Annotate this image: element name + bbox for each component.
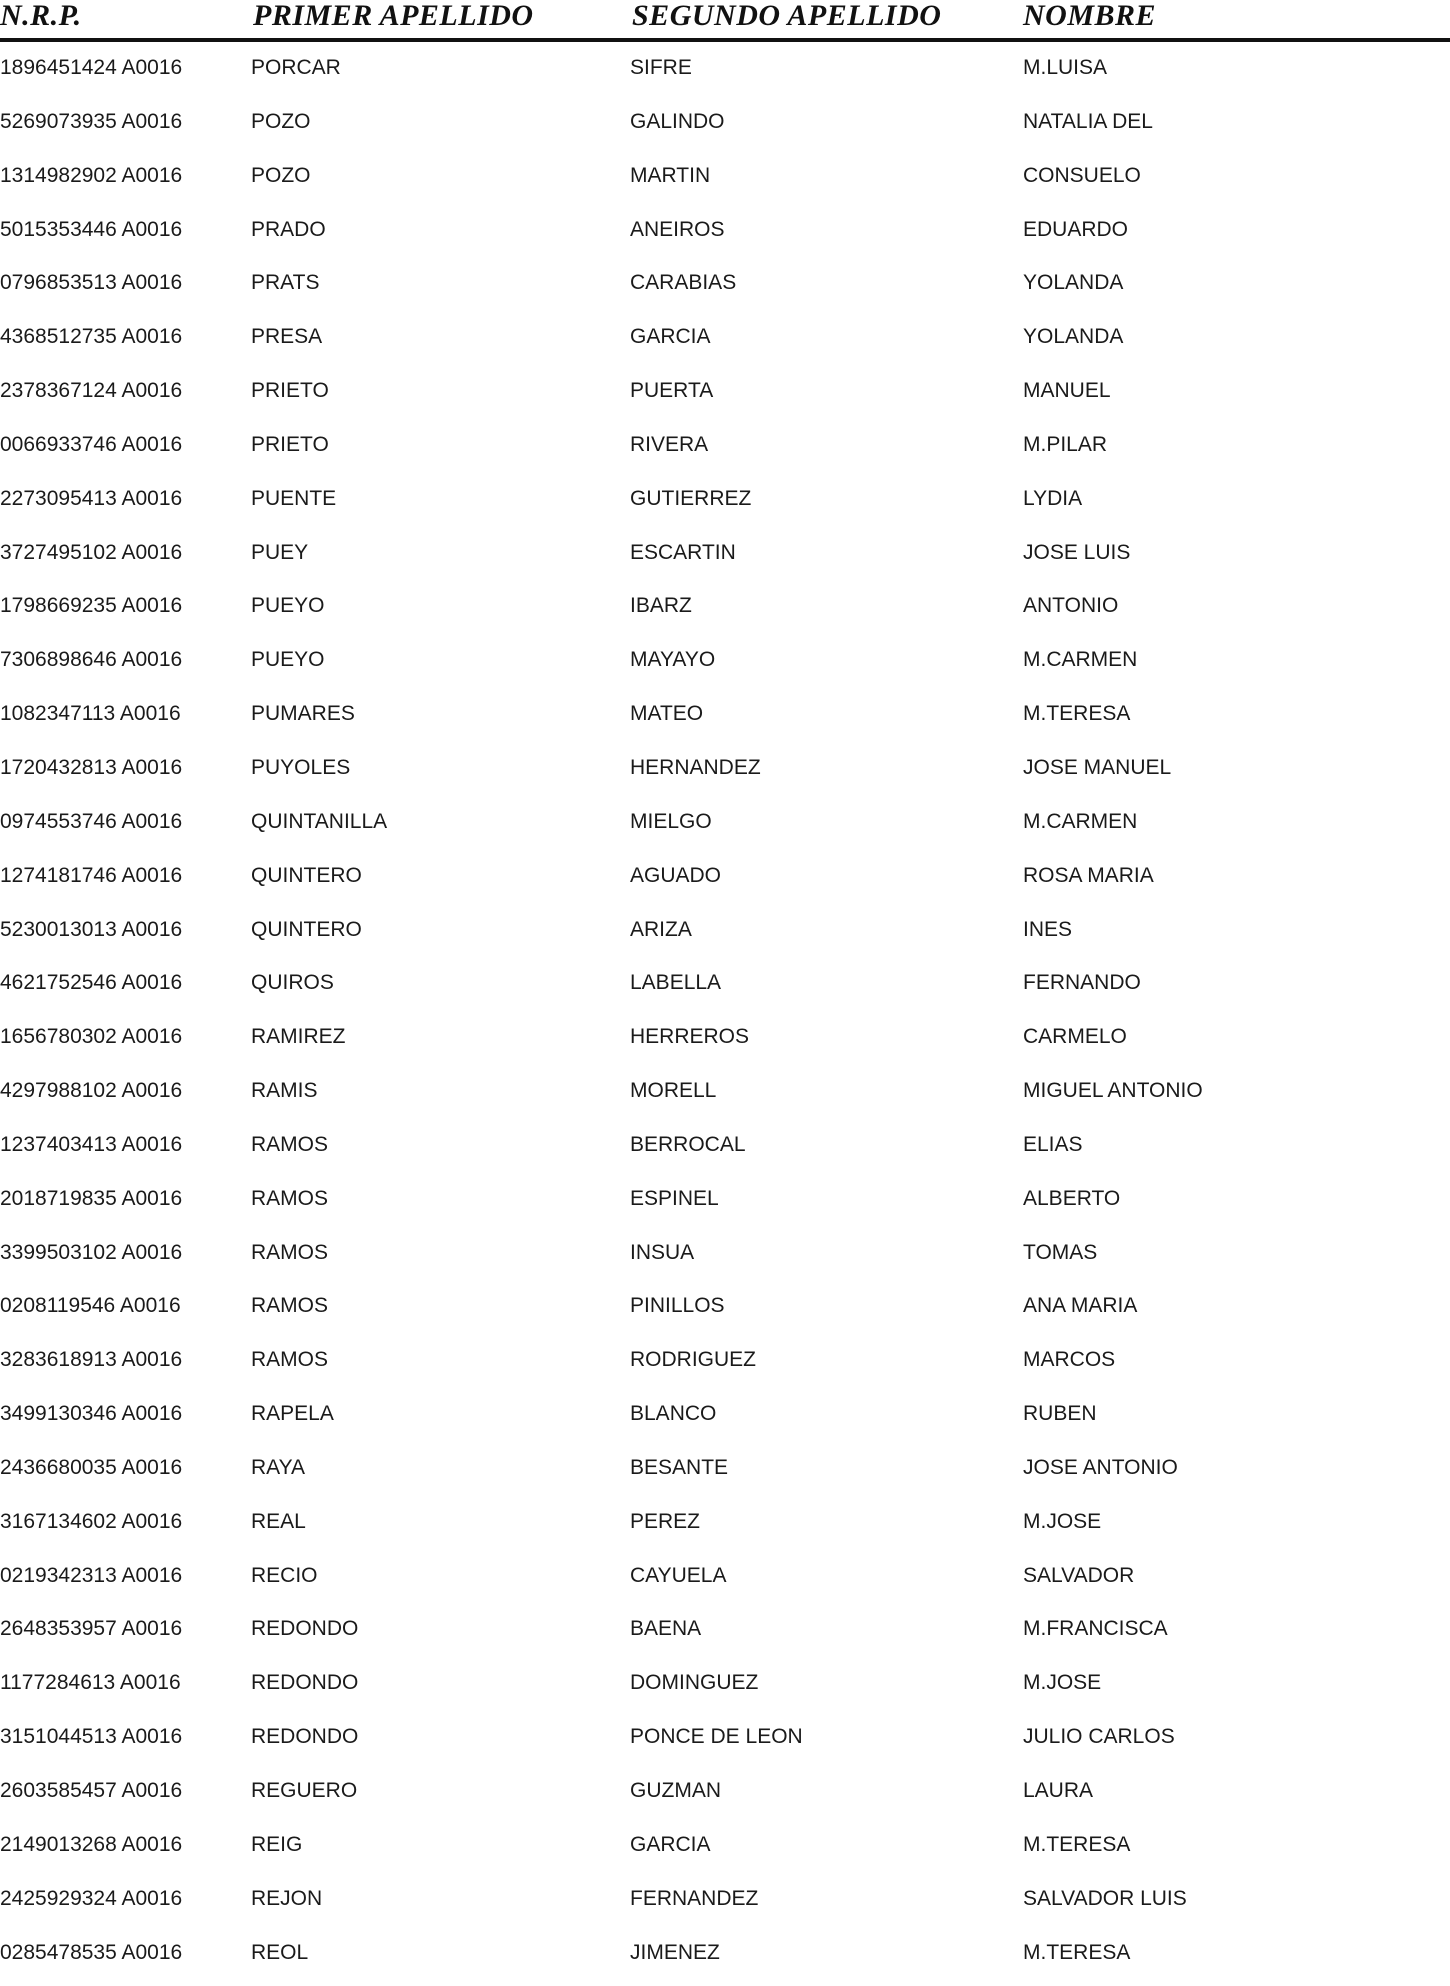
cell-primer-apellido: QUIROS xyxy=(251,971,334,995)
cell-nombre: EDUARDO xyxy=(1023,217,1129,241)
table-body xyxy=(0,48,1450,1986)
cell-segundo-apellido: JIMENEZ xyxy=(630,1940,720,1964)
cell-nombre: JOSE ANTONIO xyxy=(1023,1455,1178,1479)
cell-segundo-apellido: GUZMAN xyxy=(630,1779,721,1802)
cell-nrp: 2425929324 A0016 xyxy=(0,1886,183,1910)
cell-nrp: 0066933746 A0016 xyxy=(0,432,183,456)
table-row xyxy=(0,748,1450,802)
cell-nombre: JULIO CARLOS xyxy=(1023,1725,1175,1749)
cell-segundo-apellido: HERREROS xyxy=(630,1025,750,1049)
table-row xyxy=(0,694,1450,748)
cell-nombre: SALVADOR LUIS xyxy=(1023,1886,1187,1910)
table-row xyxy=(0,586,1450,640)
table-row xyxy=(0,1933,1450,1986)
cell-primer-apellido: PUMARES xyxy=(251,702,355,726)
cell-nombre: ANTONIO xyxy=(1023,594,1119,618)
table-row xyxy=(0,425,1450,479)
cell-nrp: 0208119546 A0016 xyxy=(0,1294,181,1318)
cell-segundo-apellido: PEREZ xyxy=(630,1509,701,1533)
cell-nrp: 4297988102 A0016 xyxy=(0,1079,183,1103)
cell-nombre: RUBEN xyxy=(1023,1402,1097,1426)
cell-nombre: MARCOS xyxy=(1023,1348,1116,1372)
cell-nombre: M.TERESA xyxy=(1023,702,1131,726)
cell-primer-apellido: REJON xyxy=(251,1886,323,1910)
cell-nrp: 0796853513 A0016 xyxy=(0,271,183,295)
cell-nrp: 0974553746 A0016 xyxy=(0,809,183,833)
cell-segundo-apellido: RIVERA xyxy=(630,432,709,456)
cell-segundo-apellido: MARTIN xyxy=(630,163,711,187)
cell-nombre: LYDIA xyxy=(1023,486,1083,510)
cell-primer-apellido: RAMOS xyxy=(251,1294,329,1318)
cell-primer-apellido: QUINTERO xyxy=(251,863,362,887)
cell-segundo-apellido: MATEO xyxy=(630,702,704,726)
cell-nombre: M.FRANCISCA xyxy=(1023,1617,1168,1641)
cell-primer-apellido: REDONDO xyxy=(251,1617,359,1641)
cell-segundo-apellido: HERNANDEZ xyxy=(630,755,761,779)
cell-nombre: MIGUEL ANTONIO xyxy=(1023,1079,1203,1103)
header-nrp: N.R.P. xyxy=(0,0,82,32)
header-segundo-apellido: SEGUNDO APELLIDO xyxy=(632,0,942,32)
cell-segundo-apellido: MIELGO xyxy=(630,809,712,833)
cell-segundo-apellido: INSUA xyxy=(630,1240,695,1264)
cell-nrp: 4621752546 A0016 xyxy=(0,971,183,995)
cell-nrp: 2018719835 A0016 xyxy=(0,1186,183,1210)
cell-segundo-apellido: GALINDO xyxy=(630,109,725,133)
cell-segundo-apellido: CARABIAS xyxy=(630,271,737,295)
cell-primer-apellido: PUEYO xyxy=(251,648,325,672)
cell-nrp: 3151044513 A0016 xyxy=(0,1725,183,1749)
cell-nombre: FERNANDO xyxy=(1023,971,1141,995)
cell-nombre: SALVADOR xyxy=(1023,1563,1135,1587)
cell-nrp: 2273095413 A0016 xyxy=(0,486,183,510)
cell-segundo-apellido: PINILLOS xyxy=(630,1294,725,1318)
cell-primer-apellido: RECIO xyxy=(251,1563,318,1587)
cell-primer-apellido: PORCAR xyxy=(251,56,341,79)
cell-primer-apellido: PUENTE xyxy=(251,486,337,510)
cell-nrp: 1274181746 A0016 xyxy=(0,863,183,887)
header-rule xyxy=(0,38,1450,42)
cell-segundo-apellido: GUTIERREZ xyxy=(630,486,752,510)
cell-primer-apellido: REDONDO xyxy=(251,1671,359,1695)
table-row xyxy=(0,479,1450,533)
cell-primer-apellido: PUEY xyxy=(251,540,309,564)
cell-primer-apellido: PRIETO xyxy=(251,379,329,403)
cell-primer-apellido: RAMOS xyxy=(251,1132,329,1156)
table-row xyxy=(0,1556,1450,1610)
cell-primer-apellido: PRATS xyxy=(251,271,320,295)
cell-nrp: 3283618913 A0016 xyxy=(0,1348,183,1372)
cell-segundo-apellido: RODRIGUEZ xyxy=(630,1348,756,1372)
table-row xyxy=(0,1609,1450,1663)
cell-nrp: 7306898646 A0016 xyxy=(0,648,183,672)
table-row xyxy=(0,856,1450,910)
cell-segundo-apellido: ESPINEL xyxy=(630,1186,719,1210)
cell-nrp: 5015353446 A0016 xyxy=(0,217,183,241)
cell-segundo-apellido: MORELL xyxy=(630,1079,717,1103)
cell-nrp: 1798669235 A0016 xyxy=(0,594,183,618)
cell-segundo-apellido: SIFRE xyxy=(630,56,692,79)
header-primer-apellido: PRIMER APELLIDO xyxy=(253,0,534,32)
table-row xyxy=(0,102,1450,156)
cell-nombre: LAURA xyxy=(1023,1779,1094,1802)
cell-primer-apellido: RAMOS xyxy=(251,1240,329,1264)
table-row xyxy=(0,1663,1450,1717)
cell-nrp: 1082347113 A0016 xyxy=(0,702,181,726)
cell-nombre: M.JOSE xyxy=(1023,1671,1102,1695)
cell-primer-apellido: QUINTANILLA xyxy=(251,809,388,833)
table-row xyxy=(0,210,1450,264)
cell-nrp: 3399503102 A0016 xyxy=(0,1240,183,1264)
table-row xyxy=(0,317,1450,371)
cell-segundo-apellido: DOMINGUEZ xyxy=(630,1671,759,1695)
cell-nrp: 0285478535 A0016 xyxy=(0,1940,183,1964)
cell-nombre: YOLANDA xyxy=(1023,325,1124,349)
cell-nrp: 2149013268 A0016 xyxy=(0,1832,183,1856)
cell-segundo-apellido: BAENA xyxy=(630,1617,702,1641)
table-row xyxy=(0,1502,1450,1556)
cell-nrp: 4368512735 A0016 xyxy=(0,325,183,349)
cell-primer-apellido: RAMIS xyxy=(251,1079,318,1103)
cell-segundo-apellido: BLANCO xyxy=(630,1402,717,1426)
cell-nombre: M.JOSE xyxy=(1023,1509,1102,1533)
cell-nrp: 5230013013 A0016 xyxy=(0,917,183,941)
cell-primer-apellido: POZO xyxy=(251,109,311,133)
table-row xyxy=(0,1825,1450,1879)
cell-primer-apellido: QUINTERO xyxy=(251,917,362,941)
table-row xyxy=(0,263,1450,317)
cell-primer-apellido: RAYA xyxy=(251,1455,306,1479)
cell-segundo-apellido: BESANTE xyxy=(630,1455,729,1479)
table-row xyxy=(0,1125,1450,1179)
cell-segundo-apellido: FERNANDEZ xyxy=(630,1886,759,1910)
table-row xyxy=(0,640,1450,694)
cell-nombre: ANA MARIA xyxy=(1023,1294,1138,1318)
cell-segundo-apellido: IBARZ xyxy=(630,594,692,618)
table-row xyxy=(0,1017,1450,1071)
table-row xyxy=(0,533,1450,587)
table-row xyxy=(0,1233,1450,1287)
table-row xyxy=(0,48,1450,102)
table-row xyxy=(0,371,1450,425)
cell-primer-apellido: REGUERO xyxy=(251,1779,358,1802)
table-row xyxy=(0,910,1450,964)
header-nombre: NOMBRE xyxy=(1023,0,1157,32)
cell-nrp: 1896451424 A0016 xyxy=(0,56,183,79)
cell-segundo-apellido: MAYAYO xyxy=(630,648,716,672)
cell-primer-apellido: REOL xyxy=(251,1940,309,1964)
table-row xyxy=(0,1340,1450,1394)
table-row xyxy=(0,1771,1450,1825)
cell-nombre: JOSE MANUEL xyxy=(1023,755,1172,779)
cell-primer-apellido: RAMOS xyxy=(251,1348,329,1372)
cell-nombre: M.TERESA xyxy=(1023,1832,1131,1856)
cell-segundo-apellido: CAYUELA xyxy=(630,1563,727,1587)
cell-nrp: 3499130346 A0016 xyxy=(0,1402,183,1426)
table-row xyxy=(0,963,1450,1017)
cell-nombre: CARMELO xyxy=(1023,1025,1127,1049)
cell-nombre: MANUEL xyxy=(1023,379,1111,403)
table-row xyxy=(0,156,1450,210)
cell-nombre: JOSE LUIS xyxy=(1023,540,1131,564)
table-row xyxy=(0,1071,1450,1125)
cell-nombre: M.CARMEN xyxy=(1023,809,1138,833)
cell-primer-apellido: PUEYO xyxy=(251,594,325,618)
cell-segundo-apellido: ARIZA xyxy=(630,917,692,941)
table-row xyxy=(0,1879,1450,1933)
cell-primer-apellido: REDONDO xyxy=(251,1725,359,1749)
cell-primer-apellido: PUYOLES xyxy=(251,755,351,779)
cell-nombre: ALBERTO xyxy=(1023,1186,1121,1210)
cell-primer-apellido: POZO xyxy=(251,163,311,187)
table-row xyxy=(0,1179,1450,1233)
table-row xyxy=(0,802,1450,856)
cell-segundo-apellido: GARCIA xyxy=(630,1832,711,1856)
cell-nombre: CONSUELO xyxy=(1023,163,1141,187)
cell-nrp: 3167134602 A0016 xyxy=(0,1509,183,1533)
cell-nrp: 0219342313 A0016 xyxy=(0,1563,183,1587)
cell-nrp: 5269073935 A0016 xyxy=(0,109,183,133)
cell-nrp: 2603585457 A0016 xyxy=(0,1779,183,1802)
cell-primer-apellido: PRIETO xyxy=(251,432,329,456)
cell-nrp: 3727495102 A0016 xyxy=(0,540,183,564)
table-row xyxy=(0,1448,1450,1502)
cell-primer-apellido: REIG xyxy=(251,1832,303,1856)
cell-segundo-apellido: GARCIA xyxy=(630,325,711,349)
table-row xyxy=(0,1286,1450,1340)
cell-nrp: 1656780302 A0016 xyxy=(0,1025,183,1049)
cell-segundo-apellido: ESCARTIN xyxy=(630,540,736,564)
cell-nombre: M.TERESA xyxy=(1023,1940,1131,1964)
table-row xyxy=(0,1717,1450,1771)
cell-nombre: ELIAS xyxy=(1023,1132,1083,1156)
cell-nombre: M.PILAR xyxy=(1023,432,1108,456)
cell-segundo-apellido: AGUADO xyxy=(630,863,722,887)
cell-nombre: M.LUISA xyxy=(1023,56,1108,79)
cell-segundo-apellido: BERROCAL xyxy=(630,1132,746,1156)
cell-nombre: ROSA MARIA xyxy=(1023,863,1154,887)
cell-primer-apellido: PRADO xyxy=(251,217,326,241)
cell-primer-apellido: RAPELA xyxy=(251,1402,334,1426)
cell-nombre: NATALIA DEL xyxy=(1023,109,1153,133)
cell-segundo-apellido: PONCE DE LEON xyxy=(630,1725,803,1749)
cell-nombre: TOMAS xyxy=(1023,1240,1098,1264)
cell-primer-apellido: RAMOS xyxy=(251,1186,329,1210)
cell-nrp: 1720432813 A0016 xyxy=(0,755,183,779)
cell-primer-apellido: RAMIREZ xyxy=(251,1025,346,1049)
cell-nombre: INES xyxy=(1023,917,1073,941)
cell-nombre: YOLANDA xyxy=(1023,271,1124,295)
cell-primer-apellido: REAL xyxy=(251,1509,306,1533)
cell-segundo-apellido: LABELLA xyxy=(630,971,722,995)
cell-nombre: M.CARMEN xyxy=(1023,648,1138,672)
cell-nrp: 2378367124 A0016 xyxy=(0,379,183,403)
cell-primer-apellido: PRESA xyxy=(251,325,323,349)
cell-nrp: 2436680035 A0016 xyxy=(0,1455,183,1479)
cell-nrp: 2648353957 A0016 xyxy=(0,1617,183,1641)
cell-nrp: 1237403413 A0016 xyxy=(0,1132,183,1156)
cell-nrp: 1314982902 A0016 xyxy=(0,163,183,187)
cell-segundo-apellido: PUERTA xyxy=(630,379,714,403)
table-row xyxy=(0,1394,1450,1448)
cell-nrp: 1177284613 A0016 xyxy=(0,1671,181,1695)
cell-segundo-apellido: ANEIROS xyxy=(630,217,725,241)
